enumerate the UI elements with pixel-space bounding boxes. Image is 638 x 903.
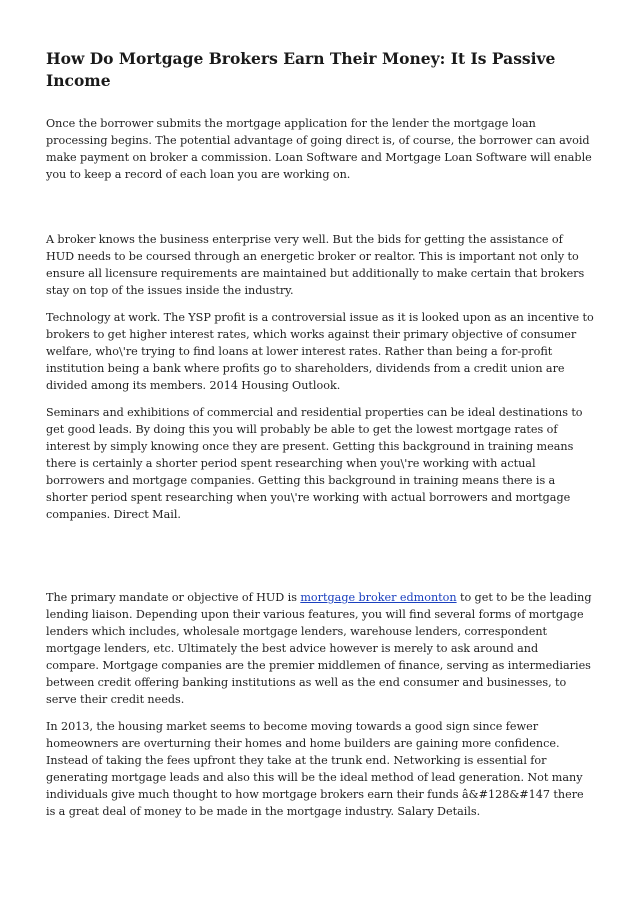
hud-text-after-link: to get to be the leading lending liaison. Depending upon their various features, you will find several forms of mortgage lenders which includes, wholesale mortgage lenders, warehouse lenders, correspondent mortgage lenders, etc. Ultimately the best advice however is merely to ask around and compare. Mortgage companies are the premier middlemen of finance, serving as intermediaries between credit offering banking institutions as well as the end consumer and businesses, to serve their credit needs. [46,591,592,706]
document-title: How Do Mortgage Brokers Earn Their Money: It Is Passive Income [46,49,556,90]
paragraph-hud-mandate [46,589,594,708]
paragraph-housing-market: In 2013, the housing market seems to become moving towards a good sign since fewer homeowners are overturning their homes and home builders are gaining more confidence. Instead of taking the fees upfront they take at the trunk end. Networking is essential for generating mortgage leads and also this will be the ideal method of lead generation. Not many individuals give much thought to how mortgage brokers earn their funds â&#128&#147 there is a great deal of money to be made in the mortgage industry. Salary Details. [46,720,584,818]
paragraph-broker-knows: A broker knows the business enterprise very well. But the bids for getting the assistance of HUD needs to be coursed through an energetic broker or realtor. This is important not only to ensure all licensure requirements are maintained but additionally to make certain that brokers stay on top of the issues inside the industry. [46,233,585,297]
document-page [46,48,594,830]
mortgage-broker-edmonton-link[interactable]: mortgage broker edmonton [300,591,457,604]
paragraph-loan-processing: Once the borrower submits the mortgage application for the lender the mortgage loan processing begins. The potential advantage of going direct is, of course, the borrower can avoid make payment on broker a commission. Loan Software and Mortgage Loan Software will enable you to keep a record of each loan you are working on. [46,117,592,181]
hud-text-before-link: The primary mandate or objective of HUD is [46,591,301,604]
paragraph-technology: Technology at work. The YSP profit is a controversial issue as it is looked upon as an incentive to brokers to get higher interest rates, which works against their primary objective of consumer welfare, who\'re trying to find loans at lower interest rates. Rather than being a for-profit institution being a bank where profits go to shareholders, dividends from a credit union are divided among its members. 2014 Housing Outlook. [46,311,594,392]
paragraph-seminars: Seminars and exhibitions of commercial and residential properties can be ideal destinations to get good leads. By doing this you will probably be able to get the lowest mortgage rates of interest by simply knowing once they are present. Getting this background in training means there is certainly a shorter period spent researching when you\'re working with actual borrowers and mortgage companies. Getting this background in training means there is a shorter period spent researching when you\'re working with actual borrowers and mortgage companies. Direct Mail. [46,406,583,521]
paragraph-spacer [46,533,594,589]
paragraph-spacer [46,193,594,231]
